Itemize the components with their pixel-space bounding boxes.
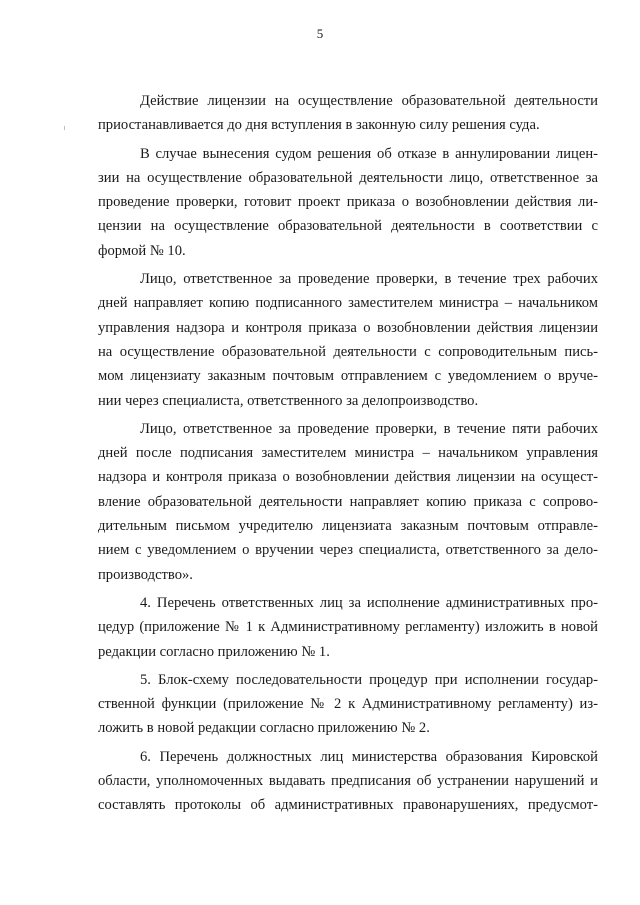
text-line: 4. Перечень ответственных лиц за исполнение административных про- (140, 594, 598, 611)
text-line: Лицо, ответственное за проведение проверки, в течение пяти рабочих (140, 420, 598, 437)
paragraph (98, 142, 598, 263)
text-line: вление образовательной деятельности направляет копию приказа с сопрово- (98, 493, 598, 510)
text-line: 5. Блок-схему последовательности процедур при исполнении государ- (140, 671, 598, 688)
text-line: В случае вынесения судом решения об отказе в аннулировании лицен- (140, 145, 598, 162)
text-line: на осуществление образовательной деятельности с сопроводительным пись- (98, 343, 598, 360)
text-line: цедур (приложение № 1 к Административному регламенту) изложить в новой (98, 619, 598, 636)
text-line: 6. Перечень должностных лиц министерства образования Кировской (140, 748, 598, 765)
text-line: нии через специалиста, ответственного за делопроизводство. (98, 392, 479, 409)
text-line: нием с уведомлением о вручении через специалиста, ответственного за дело- (98, 542, 598, 559)
text-line: надзора и контроля приказа о возобновлении действия лицензии на осущест- (98, 469, 598, 486)
text-line: редакции согласно приложению № 1. (98, 643, 330, 660)
text-line: области, уполномоченных выдавать предписания об устранении нарушений и (98, 773, 598, 790)
text-line: дительным письмом учредителю лицензиата заказным почтовым отправле- (98, 518, 598, 535)
text-line: мом лицензиату заказным почтовым отправлением с уведомлением о вруче- (98, 368, 598, 385)
page-number: 5 (316, 26, 324, 41)
text-line: управления надзора и контроля приказа о возобновлении действия лицензии (98, 319, 598, 336)
text-line: дней после подписания заместителем министра – начальником управления (98, 445, 598, 462)
margin-mark (64, 126, 65, 130)
text-line: приостанавливается до дня вступления в законную силу решения суда. (98, 117, 540, 134)
text-line: составлять протоколы об административных правонарушениях, предусмот- (98, 797, 598, 814)
paragraph (98, 267, 598, 413)
list-item-5 (98, 668, 598, 741)
body-text (98, 89, 598, 818)
list-item-6 (98, 745, 598, 818)
text-line: производство». (98, 566, 193, 583)
paragraph (98, 417, 598, 587)
text-line: цензии на осуществление образовательной деятельности в соответствии с (98, 218, 598, 235)
text-line: проведение проверки, готовит проект приказа о возобновлении действия ли- (98, 194, 598, 211)
text-line: ственной функции (приложение № 2 к Административному регламенту) из- (98, 696, 598, 713)
list-item-4 (98, 591, 598, 664)
text-line: ложить в новой редакции согласно приложению № 2. (98, 720, 430, 737)
text-line: зии на осуществление образовательной деятельности лицо, ответственное за (98, 169, 598, 186)
text-line: формой № 10. (98, 242, 186, 259)
paragraph (98, 89, 598, 138)
text-line: Действие лицензии на осуществление образовательной деятельности (140, 93, 598, 109)
text-line: Лицо, ответственное за проведение проверки, в течение трех рабочих (140, 271, 598, 288)
text-line: дней направляет копию подписанного заместителем министра – начальником (98, 295, 598, 312)
